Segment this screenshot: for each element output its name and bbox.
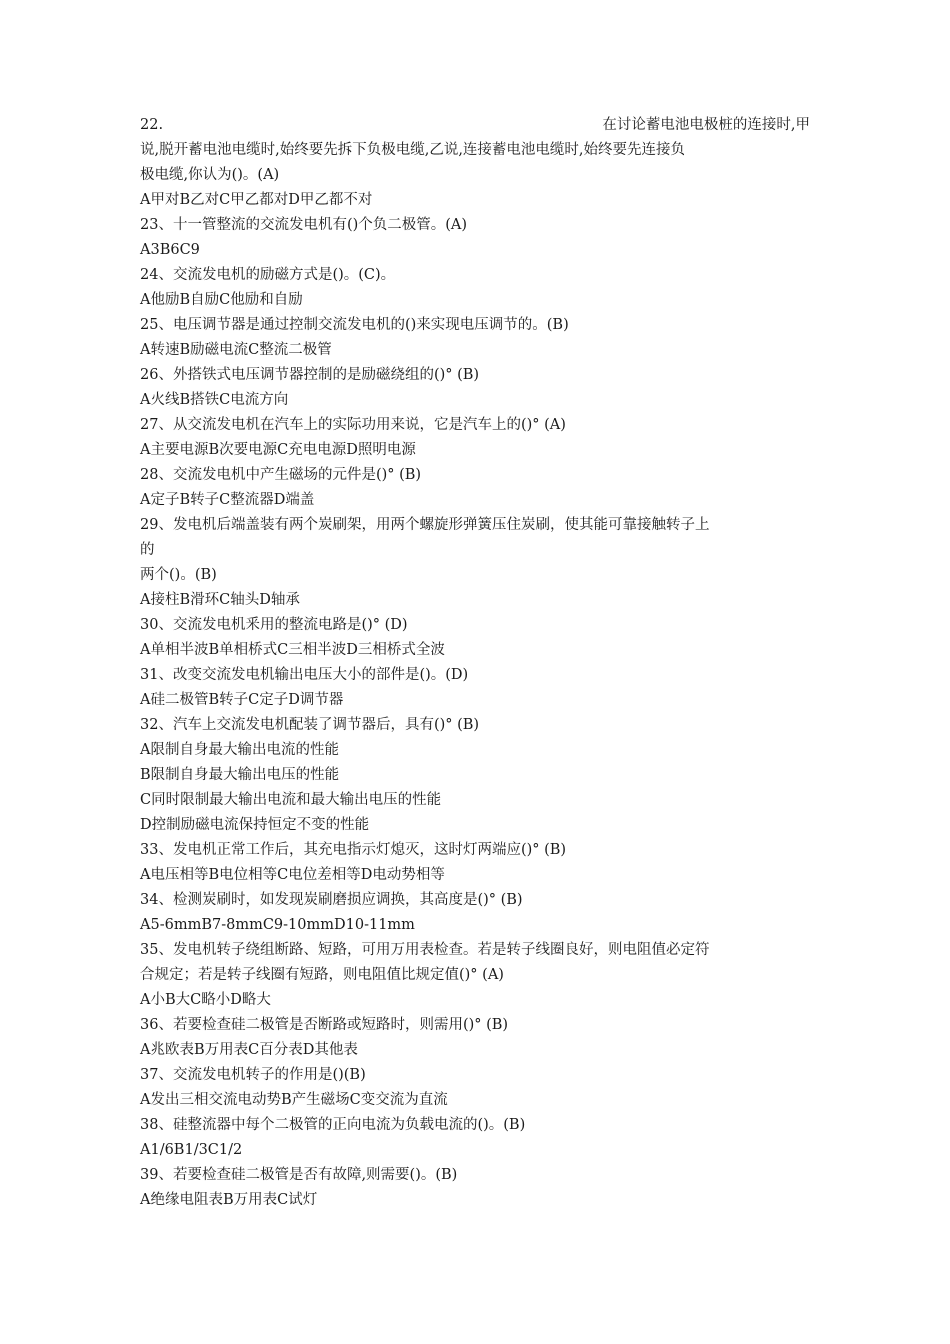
question-30-options: A单相半波B单相桥式C三相半波D三相桥式全波 <box>140 642 445 658</box>
question-37-options: A发出三相交流电动势B产生磁场C变交流为直流 <box>140 1092 448 1108</box>
question-26-options: A火线B搭铁C电流方向 <box>140 392 289 408</box>
question-25-stem: 25、电压调节器是通过控制交流发电机的()来实现电压调节的。(B) <box>140 317 569 333</box>
question-22-stem-start: 在讨论蓄电池电极桩的连接时,甲 <box>602 117 810 133</box>
question-32-option-d: D控制励磁电流保持恒定不变的性能 <box>140 817 370 833</box>
question-39-options: A绝缘电阻表B万用表C试灯 <box>140 1192 318 1208</box>
question-37-stem: 37、交流发电机转子的作用是()(B) <box>140 1067 366 1083</box>
question-30-stem: 30、交流发电机釆用的整流电路是()° (D) <box>140 617 408 633</box>
question-32-stem: 32、汽车上交流发电机配装了调节器后，具有()° (B) <box>140 717 480 733</box>
question-29-options: A接柱B滑环C轴头D轴承 <box>140 592 300 608</box>
question-38-options: A1/6B1/3C1/2 <box>140 1142 243 1158</box>
question-27-options: A主要电源B次要电源C充电电源D照明电源 <box>140 442 416 458</box>
question-32-option-a: A限制自身最大输出电流的性能 <box>140 742 339 758</box>
question-35-options: A小B大C略小D略大 <box>140 992 271 1008</box>
question-31-stem: 31、改变交流发电机输出电压大小的部件是()。(D) <box>140 667 469 683</box>
question-22-line2: 说,脱开蓄电池电缆时,始终要先拆下负极电缆,乙说,连接蓄电池电缆时,始终要先连接负 <box>140 142 686 158</box>
question-23-options: A3B6C9 <box>140 242 200 258</box>
question-35-line1: 35、发电机转子绕组断路、短路，可用万用表检查。若是转子线圈良好，则电阻值必定符 <box>140 942 710 958</box>
question-32-option-c: C同时限制最大输出电流和最大输出电压的性能 <box>140 792 442 808</box>
question-23-stem: 23、十一管整流的交流发电机有()个负二极管。(A) <box>140 217 468 233</box>
question-27-stem: 27、从交流发电机在汽车上的实际功用来说，它是汽车上的()° (A) <box>140 417 566 433</box>
question-22-number: 22. <box>140 117 164 133</box>
question-39-stem: 39、若要检查硅二极管是否有故障,则需要()。(B) <box>140 1167 458 1183</box>
question-22-line3: 极电缆,你认为()。(A) <box>140 167 280 183</box>
question-24-stem: 24、交流发电机的励磁方式是()。(C)。 <box>140 267 396 283</box>
question-29-line3: 两个()。(B) <box>140 567 217 583</box>
question-26-stem: 26、外搭铁式电压调节器控制的是励磁绕组的()° (B) <box>140 367 480 383</box>
question-24-options: A他励B自励C他励和自励 <box>140 292 303 308</box>
question-33-options: A电压相等B电位相等C电位差相等D电动势相等 <box>140 867 445 883</box>
question-33-stem: 33、发电机正常工作后，其充电指示灯熄灭，这时灯两端应()° (B) <box>140 842 567 858</box>
question-38-stem: 38、硅整流器中每个二极管的正向电流为负载电流的()。(B) <box>140 1117 526 1133</box>
document-page <box>140 113 810 1213</box>
question-22-options: A甲对B乙对C甲乙都对D甲乙都不对 <box>140 192 373 208</box>
question-31-options: A硅二极管B转子C定子D调节器 <box>140 692 344 708</box>
question-36-stem: 36、若要检查硅二极管是否断路或短路时，则需用()° (B) <box>140 1017 509 1033</box>
question-32-option-b: B限制自身最大输出电压的性能 <box>140 767 340 783</box>
question-28-stem: 28、交流发电机中产生磁场的元件是()° (B) <box>140 467 422 483</box>
question-34-stem: 34、检测炭刷时，如发现炭刷磨损应调换，其高度是()° (B) <box>140 892 523 908</box>
question-28-options: A定子B转子C整流器D端盖 <box>140 492 315 508</box>
question-35-line2: 合规定；若是转子线圈有短路，则电阻值比规定值()° (A) <box>140 967 504 983</box>
question-36-options: A兆欧表B万用表C百分表D其他表 <box>140 1042 358 1058</box>
question-29-line1: 29、发电机后端盖装有两个炭刷架，用两个螺旋形弹簧压住炭刷，使其能可靠接触转子上 <box>140 517 710 533</box>
question-29-line2: 的 <box>140 542 155 558</box>
question-22-line1 <box>140 113 810 138</box>
question-25-options: A转速B励磁电流C整流二极管 <box>140 342 332 358</box>
question-34-options: A5-6mmB7-8mmC9-10mmD10-11mm <box>140 917 415 933</box>
